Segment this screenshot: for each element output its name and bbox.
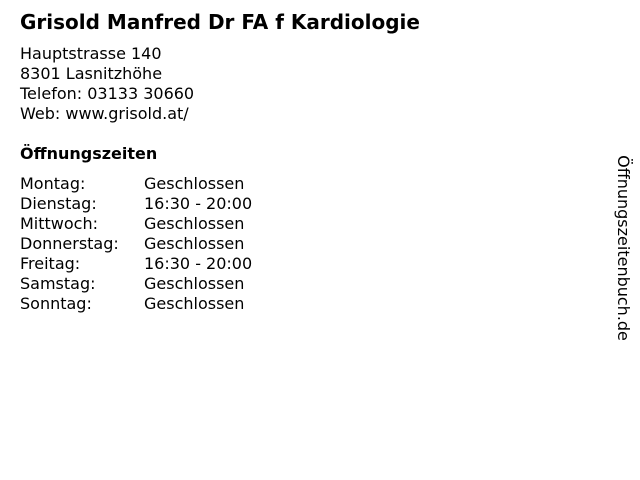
hours-row-tuesday [20,194,252,214]
hours-value: Geschlossen [144,234,245,253]
opening-hours-table [20,174,252,314]
hours-value: Geschlossen [144,274,245,293]
day-label: Donnerstag: [20,234,119,253]
hours-row-wednesday [20,214,252,234]
day-label: Mittwoch: [20,214,98,233]
business-name: Grisold Manfred Dr FA f Kardiologie [20,10,420,34]
hours-row-sunday [20,294,252,314]
opening-hours-heading: Öffnungszeiten [20,144,158,163]
hours-row-thursday [20,234,252,254]
street-address: Hauptstrasse 140 [20,44,162,63]
hours-value: Geschlossen [144,294,245,313]
day-label: Freitag: [20,254,81,273]
hours-value: 16:30 - 20:00 [144,254,253,273]
day-label: Samstag: [20,274,96,293]
business-contact [20,44,194,124]
website: Web: www.grisold.at/ [20,104,189,123]
hours-row-friday [20,254,252,274]
hours-value: 16:30 - 20:00 [144,194,253,213]
hours-value: Geschlossen [144,214,245,233]
source-credit: Öffnungszeitenbuch.de [614,155,633,341]
day-label: Sonntag: [20,294,92,313]
day-label: Dienstag: [20,194,97,213]
hours-row-monday [20,174,252,194]
city-address: 8301 Lasnitzhöhe [20,64,163,83]
hours-value: Geschlossen [144,174,245,193]
day-label: Montag: [20,174,86,193]
phone-number: Telefon: 03133 30660 [20,84,195,103]
hours-row-saturday [20,274,252,294]
